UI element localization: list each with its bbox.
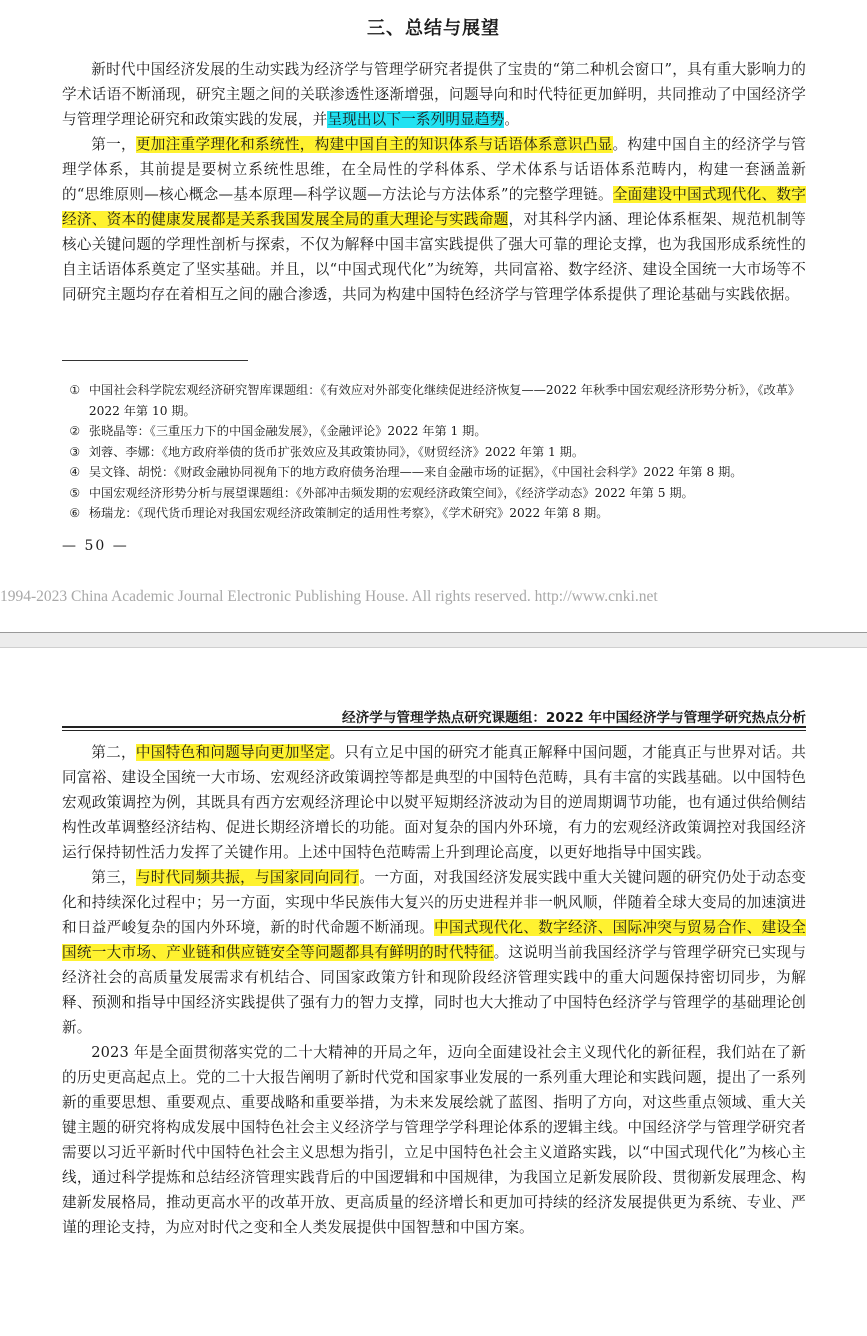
intro-paragraph [62, 57, 806, 132]
top-body-text [62, 57, 806, 307]
header-rule [62, 726, 806, 728]
footnote-text: 吴文锋、胡悦：《财政金融协同视角下的地方政府债务治理——来自金融市场的证据》，《中国社会科学》2022 年第 8 期。 [88, 465, 743, 479]
intro-highlight: 呈现出以下一系列明显趋势 [327, 111, 505, 128]
third-point-text-1: 。一方面，对我国经济发展实践中重大关键问题的研究仍处于动态变化和持续深化过程中；另一方面，实现中华民族伟大复兴的历史进程并非一帆风顺，伴随着全球大变局的加速演进和日益严峻复杂的国内外环境，新的时代命题不断涌现。 [62, 869, 806, 936]
footnote-number: ① [69, 383, 81, 397]
header-rule [62, 730, 806, 731]
footnote-item [62, 442, 806, 463]
footnote-number: ④ [69, 465, 81, 479]
top-page [0, 0, 867, 632]
footnote-item [62, 380, 806, 421]
footnote-item [62, 483, 806, 504]
section-title: 三、总结与展望 [367, 18, 500, 39]
third-point-lead: 第三， [91, 869, 136, 886]
third-point-text-2: 。这说明当前我国经济学与管理学研究已实现与经济社会的高质量发展需求有机结合、同国家政策方针和现阶段经济管理实践中的重大问题保持密切同步，为解释、预测和指导中国经济实践提供了强有力的智力支撑，同时也大大推动了中国特色经济学与管理学的基础理论创新。 [62, 944, 806, 1036]
bottom-page [0, 648, 867, 1336]
first-point-lead: 第一， [91, 136, 136, 153]
footnote-number: ② [69, 424, 81, 438]
page-number: — 50 — [62, 538, 129, 554]
first-point-highlight-1: 更加注重学理化和系统性，构建中国自主的知识体系与话语体系意识凸显 [135, 136, 613, 153]
first-point-highlight-2: 全面建设中国式现代化、数字经济、资本的健康发展都是关系我国发展全局的重大理论与实践命题 [62, 186, 807, 228]
footnote-item [62, 421, 806, 442]
copyright-watermark: 1994-2023 China Academic Journal Electronic Publishing House. All rights reserved. http://www.cnki.net [0, 588, 658, 605]
third-point-paragraph [62, 865, 806, 1040]
footnote-text: 张晓晶等：《三重压力下的中国金融发展》，《金融评论》2022 年第 1 期。 [88, 424, 487, 438]
footnote-number: ⑥ [69, 506, 81, 520]
second-point-highlight: 中国特色和问题导向更加坚定 [135, 744, 330, 761]
footnotes [62, 380, 806, 524]
footnote-text: 中国宏观经济形势分析与展望课题组：《外部冲击频发期的宏观经济政策空间》，《经济学动态》2022 年第 5 期。 [88, 485, 694, 500]
bottom-body-text [62, 740, 806, 1240]
footnote-text: 刘蓉、李娜：《地方政府举债的货币扩张效应及其政策协同》，《财贸经济》2022 年第 1 期。 [88, 444, 585, 459]
page-separator [0, 632, 867, 648]
footnote-item [62, 462, 806, 483]
first-point-paragraph [62, 132, 806, 307]
first-point-text-2: ，对其科学内涵、理论体系框架、规范机制等核心关键问题的学理性剖析与探索，不仅为解释中国丰富实践提供了强大可靠的理论支撑，也为我国形成系统性的自主话语体系奠定了坚实基础。并且，以“中国式现代化”为统筹，共同富裕、数字经济、建设全国统一大市场等不同研究主题均存在着相互之间的融合渗透，共同为构建中国特色经济学与管理学体系提供了理论基础与实践依据。 [62, 211, 806, 303]
running-header: 经济学与管理学热点研究课题组：2022 年中国经济学与管理学研究热点分析 [342, 710, 806, 726]
closing-paragraph: 2023 年是全面贯彻落实党的二十大精神的开局之年，迈向全面建设社会主义现代化的新征程，我们站在了新的历史更高起点上。党的二十大报告阐明了新时代党和国家事业发展的一系列重大理论和实践问题，提出了一系列新的重要思想、重要观点、重要战略和重要举措，为未来发展绘就了蓝图、指明了方向，对这些重点领域、重大关键主题的研究将构成发展中国特色社会主义经济学与管理学学科理论体系的逻辑主线。中国经济学与管理学研究者需要以习近平新时代中国特色社会主义思想为指引，立足中国特色社会主义道路实践，以“中国式现代化”为核心主线，通过科学提炼和总结经济管理实践背后的中国逻辑和中国规律，为我国立足新发展阶段、贯彻新发展理念、构建新发展格局，推动更高水平的改革开放、更高质量的经济增长和更加可持续的经济发展提供更为系统、专业、严谨的理论支持，为应对时代之变和全人类发展提供中国智慧和中国方案。 [62, 1044, 806, 1236]
footnote-item [62, 503, 806, 524]
third-point-highlight-2: 中国式现代化、数字经济、国际冲突与贸易合作、建设全国统一大市场、产业链和供应链安全等问题都具有鲜明的时代特征 [62, 919, 806, 961]
footnote-divider [62, 360, 248, 361]
footnote-number: ③ [69, 444, 81, 459]
footnote-text: 杨瑞龙：《现代货币理论对我国宏观经济政策制定的适用性考察》，《学术研究》2022 年第 8 期。 [88, 506, 609, 520]
footnote-number: ⑤ [69, 485, 81, 500]
footnote-text: 中国社会科学院宏观经济研究智库课题组：《有效应对外部变化继续促进经济恢复——2022 年秋季中国宏观经济形势分析》，《改革》2022 年第 10 期。 [88, 383, 801, 418]
second-point-lead: 第二， [91, 744, 136, 761]
second-point-paragraph [62, 740, 806, 865]
first-point-text-1: 。构建中国自主的经济学与管理学体系，其前提是要树立系统性思维，在全局性的学科体系、学术体系与话语体系范畴内，构建一套涵盖新的“思维原则—核心概念—基本原理—科学议题—方法论与方法体系”的完整学理链。 [62, 136, 806, 203]
intro-text: 新时代中国经济发展的生动实践为经济学与管理学研究者提供了宝贵的“第二种机会窗口”，具有重大影响力的学术话语不断涌现，研究主题之间的关联渗透性逐渐增强，问题导向和时代特征更加鲜明，共同推动了中国经济学与管理学理论研究和政策实践的发展，并 [62, 61, 806, 128]
second-point-text: 。只有立足中国的研究才能真正解释中国问题，才能真正与世界对话。共同富裕、建设全国统一大市场、宏观经济政策调控等都是典型的中国特色范畴，具有丰富的实践基础。以中国特色宏观政策调控为例，其既具有西方宏观经济理论中以熨平短期经济波动为目的逆周期调节功能，也有通过供给侧结构性改革调整经济结构、促进长期经济增长的功能。面对复杂的国内外环境，有力的宏观经济政策调控对我国经济运行保持韧性活力发挥了关键作用。上述中国特色范畴需上升到理论高度，以更好地指导中国实践。 [62, 744, 806, 861]
intro-end: 。 [504, 111, 520, 128]
third-point-highlight-1: 与时代同频共振，与国家同向同行 [135, 869, 360, 886]
